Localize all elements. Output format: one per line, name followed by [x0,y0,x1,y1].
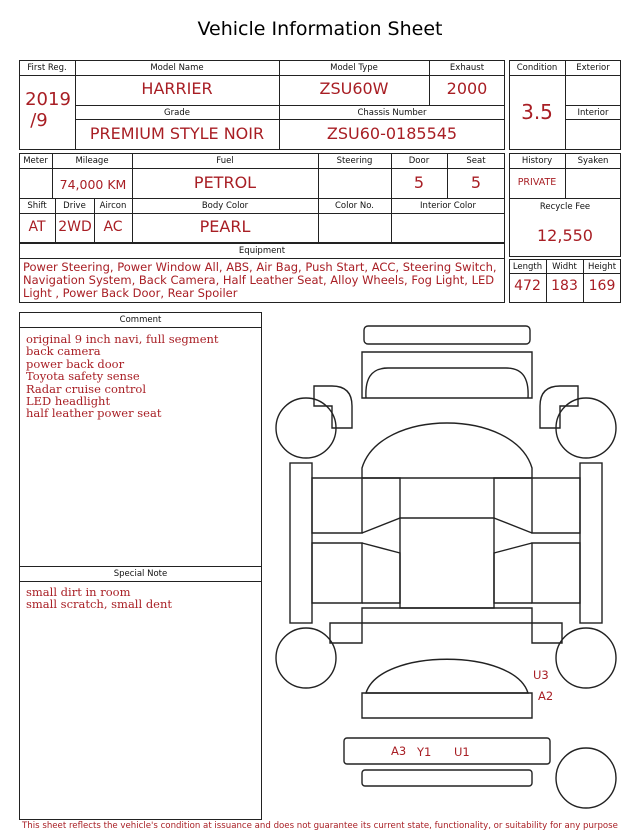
chassis-value: ZSU60-0185545 [326,124,458,143]
model-name-label: Model Name [150,63,204,73]
body-color-value: PEARL [199,217,251,236]
comment-line: Toyota safety sense [26,369,140,384]
first-reg-month: /9 [30,110,48,131]
rear-bumper [344,738,550,764]
grade-label: Grade [164,108,190,118]
shift-value: AT [28,219,46,235]
mileage-label: Mileage [75,156,109,166]
equipment-label: Equipment [238,246,286,256]
drive-value: 2WD [58,219,92,235]
height-value: 169 [588,278,616,294]
damage-mark-u3: U3 [533,668,549,682]
exhaust-value: 2000 [446,79,488,98]
recycle-fee-value: 12,550 [537,226,593,245]
damage-mark-a3: A3 [391,744,407,758]
history-label: History [521,156,553,166]
length-label: Length [512,262,543,272]
roof [400,518,494,608]
front-fender-right [540,386,578,428]
model-name-value: HARRIER [141,79,213,98]
aircon-label: Aircon [99,201,127,211]
rear-window [366,659,528,693]
comment-line: back camera [26,344,101,359]
exterior-label: Exterior [576,63,610,73]
drive-label: Drive [63,201,86,211]
spare-wheel [556,748,616,808]
exhaust-label: Exhaust [449,63,485,73]
condition-label: Condition [516,63,558,73]
door-value: 5 [413,173,425,192]
body-color-label: Body Color [201,201,249,211]
special-note-line: small dirt in room [26,585,131,599]
length-value: 472 [514,278,541,294]
aircon-value: AC [103,219,123,235]
door-label: Door [408,156,430,166]
interior-color-label: Interior Color [420,201,476,211]
comment-label: Comment [119,315,162,325]
car-damage-diagram [270,318,622,818]
sheet-title: Vehicle Information Sheet [197,18,443,40]
hood [362,352,532,398]
comment-line: LED headlight [26,394,111,409]
width-label: Widht [552,262,577,272]
seat-label: Seat [466,156,486,166]
disclaimer-footer: This sheet reflects the vehicle's condition at issuance and does not guarantee its current state, functionality, or suitability for any purpose [22,821,618,831]
damage-mark-a2: A2 [538,689,554,703]
special-note-label: Special Note [113,569,168,579]
tailgate [362,693,532,718]
history-value: PRIVATE [517,177,557,188]
wheel-rear-left [276,628,336,688]
chassis-label: Chassis Number [357,108,427,118]
interior-label: Interior [577,108,609,118]
comment-line: power back door [26,356,125,371]
front-bumper [364,326,530,344]
fuel-value: PETROL [193,173,257,192]
width-value: 183 [551,278,578,294]
wheel-front-left [276,398,336,458]
condition-value: 3.5 [521,100,553,124]
steering-label: Steering [336,156,373,166]
model-type-value: ZSU60W [319,79,389,98]
damage-mark-y1: Y1 [417,745,432,759]
meter-label: Meter [23,156,48,166]
comment-line: original 9 inch navi, full segment [26,332,219,346]
comment-line: Radar cruise control [26,381,147,396]
wheel-front-right [556,398,616,458]
windshield [362,423,532,478]
color-no-label: Color No. [334,201,374,211]
comment-line: half leather power seat [26,406,162,421]
special-note-text [26,586,258,611]
comment-text [26,333,258,420]
seat-value: 5 [470,173,482,192]
grade-value: PREMIUM STYLE NOIR [89,124,265,143]
wheel-rear-right [556,628,616,688]
equipment-text: Power Steering, Power Window All, ABS, Air Bag, Push Start, ACC, Steering Switch, Navigation System, Back Camera, Half Leather Seat, Alloy Wheels, Fog Light, LED Light , Power Back Door, Rear Spoiler [23,260,497,300]
special-note-line: small scratch, small dent [26,597,173,612]
damage-mark-u1: U1 [454,745,470,759]
fuel-label: Fuel [216,156,234,166]
syaken-label: Syaken [577,156,609,166]
first-reg-label: First Reg. [27,63,67,73]
shift-label: Shift [27,201,47,211]
first-reg-year: 2019 [25,89,71,110]
height-label: Height [587,262,617,272]
mileage-value: 74,000 KM [59,177,127,192]
model-type-label: Model Type [330,63,378,73]
front-fender-left [314,386,352,428]
recycle-fee-label: Recycle Fee [539,202,591,212]
